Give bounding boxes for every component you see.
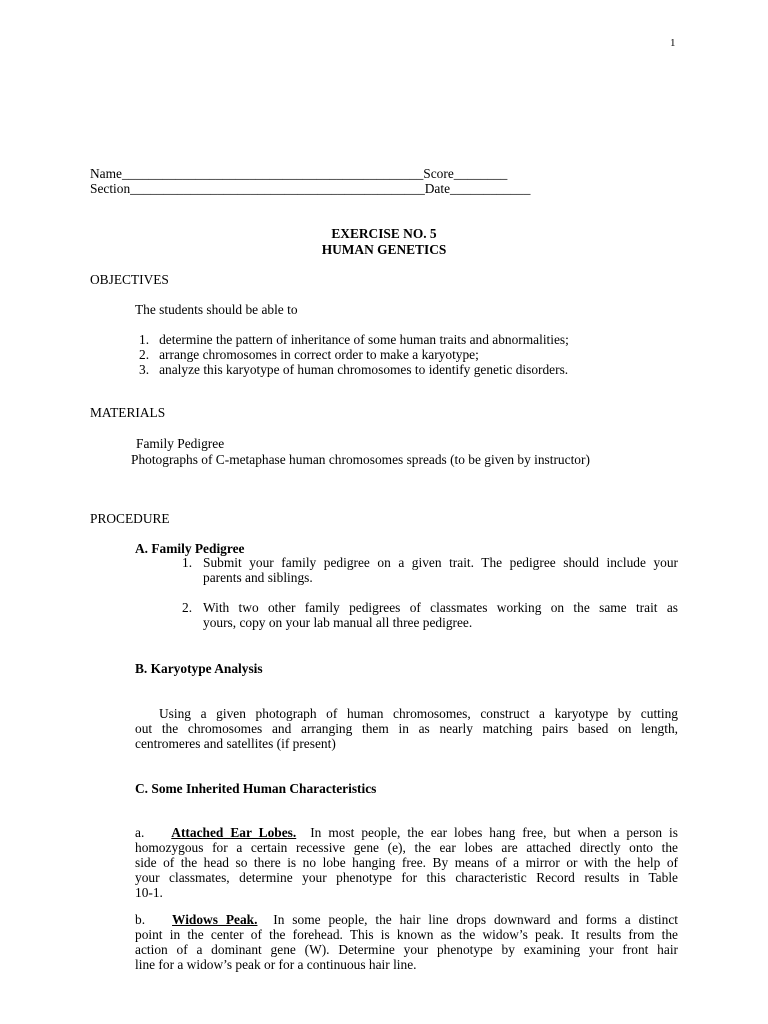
objective-number: 1. (139, 332, 150, 347)
procedure-a-item-text: With two other family pedigrees of classmates working on the same trait as (203, 600, 678, 615)
objectives-heading: OBJECTIVES (90, 272, 169, 287)
procedure-a-item-text: parents and siblings. (203, 570, 313, 585)
objective-item (139, 362, 568, 377)
procedure-a-item-text: yours, copy on your lab manual all three pedigree. (203, 615, 473, 630)
page-number: 1 (670, 37, 676, 49)
paragraph-line: 10-1. (135, 885, 163, 900)
section-b-heading: B. Karyotype Analysis (135, 661, 263, 676)
name-line[interactable]: _____________________________________________ (121, 166, 424, 181)
paragraph-line: your classmates, determine your phenotype for this characteristic Record results in Table (135, 870, 678, 885)
item-label: a. (135, 825, 145, 840)
objective-text: arrange chromosomes in correct order to make a karyotype; (159, 347, 479, 362)
paragraph-line: centromeres and satellites (if present) (135, 736, 336, 751)
objective-item (139, 347, 479, 362)
section-c-heading: C. Some Inherited Human Characteristics (135, 781, 377, 796)
date-line[interactable]: ____________ (450, 181, 531, 196)
procedure-a-item (203, 555, 678, 585)
widows-peak-paragraph (135, 912, 678, 972)
objective-text: analyze this karyotype of human chromosomes to identify genetic disorders. (159, 362, 569, 377)
paragraph-line: action of a dominant gene (W). Determine your phenotype by examining your front hair (135, 942, 678, 957)
date-label: Date (424, 181, 451, 196)
procedure-a-item (203, 600, 678, 630)
item-label: b. (135, 912, 146, 927)
objective-number: 2. (139, 347, 150, 362)
score-label: Score (423, 166, 454, 181)
paragraph-first-line (135, 825, 678, 840)
section-field-row (90, 181, 530, 196)
material-item: Photographs of C-metaphase human chromosomes spreads (to be given by instructor) (131, 452, 590, 467)
procedure-a-item-text: Submit your family pedigree on a given trait. The pedigree should include your (203, 555, 678, 570)
procedure-a-item-number: 1. (182, 555, 193, 570)
objective-text: determine the pattern of inheritance of some human traits and abnormalities; (159, 332, 569, 347)
score-line[interactable]: ________ (453, 166, 508, 181)
ear-lobes-paragraph (135, 825, 678, 900)
paragraph-first-line (135, 912, 678, 927)
material-item: Family Pedigree (136, 436, 225, 451)
exercise-title: EXERCISE NO. 5 (331, 226, 437, 241)
paragraph-line: point in the center of the forehead. This is known as the widow’s peak. It results from the (135, 927, 678, 942)
paragraph-line: out the chromosomes and arranging them in as nearly matching pairs based on length, (135, 721, 678, 736)
section-a-heading: A. Family Pedigree (135, 541, 245, 556)
paragraph-line: side of the head so there is no lobe hanging free. By means of a mirror or with the help of (135, 855, 678, 870)
section-label: Section (90, 181, 131, 196)
objective-number: 3. (139, 362, 150, 377)
paragraph-line: homozygous for a certain recessive gene (e), the ear lobes are attached directly onto the (135, 840, 678, 855)
paragraph-text: In some people, the hair line drops downward and forms a distinct (273, 912, 678, 927)
exercise-subtitle: HUMAN GENETICS (321, 242, 447, 257)
paragraph-line: Using a given photograph of human chromosomes, construct a karyotype by cutting (159, 706, 678, 721)
procedure-a-item-number: 2. (182, 600, 193, 615)
materials-heading: MATERIALS (90, 405, 166, 420)
objectives-intro: The students should be able to (135, 302, 298, 317)
karyotype-paragraph (135, 706, 678, 751)
name-field-row (90, 166, 507, 181)
paragraph-line: line for a widow’s peak or for a continuous hair line. (135, 957, 417, 972)
trait-title: Attached Ear Lobes. (171, 825, 297, 840)
objective-item (139, 332, 569, 347)
section-line[interactable]: ____________________________________________ (130, 181, 425, 196)
trait-title: Widows Peak. (172, 912, 258, 927)
name-label: Name (90, 166, 122, 181)
procedure-heading: PROCEDURE (90, 511, 170, 526)
paragraph-text: In most people, the ear lobes hang free, but when a person is (310, 825, 678, 840)
